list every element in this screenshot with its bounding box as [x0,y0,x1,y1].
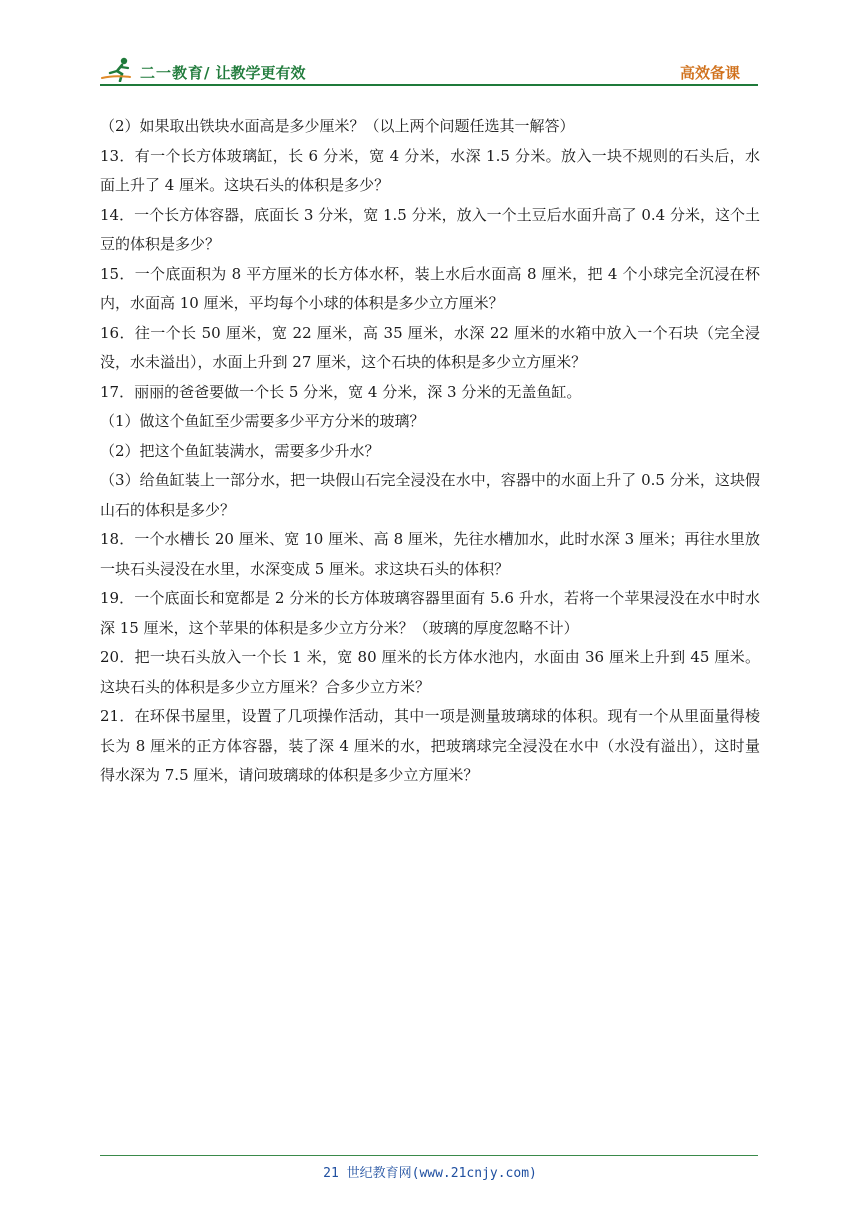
question-13: 13．有一个长方体玻璃缸，长 6 分米，宽 4 分米，水深 1.5 分米。放入一块不规则的石头后，水面上升了 4 厘米。这块石头的体积是多少？ [100,146,760,194]
question-17-part-2: （2）把这个鱼缸装满水，需要多少升水？ [100,441,380,460]
brand-name: 二一教育 [140,64,205,82]
slogan-separator: / [204,64,210,82]
slogan [204,62,306,83]
footer-source: 21 世纪教育网(www.21cnjy.com) [323,1166,537,1181]
page-header [100,52,758,86]
slogan-text: 让教学更有效 [215,64,306,82]
question-list [100,112,760,791]
runner-logo-icon [100,56,136,82]
question-18: 18．一个水槽长 20 厘米、宽 10 厘米、高 8 厘米，先往水槽加水，此时水深 3 厘米；再往水里放一块石头浸没在水里，水深变成 5 厘米。求这块石头的体积？ [100,530,760,578]
footer-divider [100,1155,758,1156]
header-divider [100,84,758,86]
question-16: 16．往一个长 50 厘米，宽 22 厘米，高 35 厘米，水深 22 厘米的水箱中放入一个石块（完全浸没，水未溢出），水面上升到 27 厘米，这个石块的体积是多少立方厘米？ [100,323,760,371]
question-12-part-2: （2）如果取出铁块水面高是多少厘米？（以上两个问题任选其一解答） [100,117,575,135]
question-17-part-3: （3）给鱼缸装上一部分水，把一块假山石完全浸没在水中，容器中的水面上升了 0.5 分米，这块假山石的体积是多少？ [100,471,760,519]
question-15: 15．一个底面积为 8 平方厘米的长方体水杯，装上水后水面高 8 厘米，把 4 个小球完全沉浸在杯内，水面高 10 厘米，平均每个小球的体积是多少立方厘米？ [100,264,760,312]
question-21: 21．在环保书屋里，设置了几项操作活动，其中一项是测量玻璃球的体积。现有一个从里面量得棱长为 8 厘米的正方体容器，装了深 4 厘米的水，把玻璃球完全浸没在水中（水没有溢出），这时量得水深为 7.5 厘米，请问玻璃球的体积是多少立方厘米？ [100,707,760,784]
question-19: 19．一个底面长和宽都是 2 分米的长方体玻璃容器里面有 5.6 升水，若将一个苹果浸没在水中时水深 15 厘米，这个苹果的体积是多少立方分米？（玻璃的厚度忽略不计） [100,589,760,637]
header-tag: 高效备课 [679,64,740,82]
question-17-part-1: （1）做这个鱼缸至少需要多少平方分米的玻璃？ [100,412,425,430]
question-17: 17．丽丽的爸爸要做一个长 5 分米，宽 4 分米，深 3 分米的无盖鱼缸。 [100,382,582,401]
question-20: 20．把一块石头放入一个长 1 米，宽 80 厘米的长方体水池内，水面由 36 厘米上升到 45 厘米。这块石头的体积是多少立方厘米？合多少立方米？ [100,648,760,696]
question-14: 14．一个长方体容器，底面长 3 分米，宽 1.5 分米，放入一个土豆后水面升高了 0.4 分米，这个土豆的体积是多少？ [100,205,760,253]
